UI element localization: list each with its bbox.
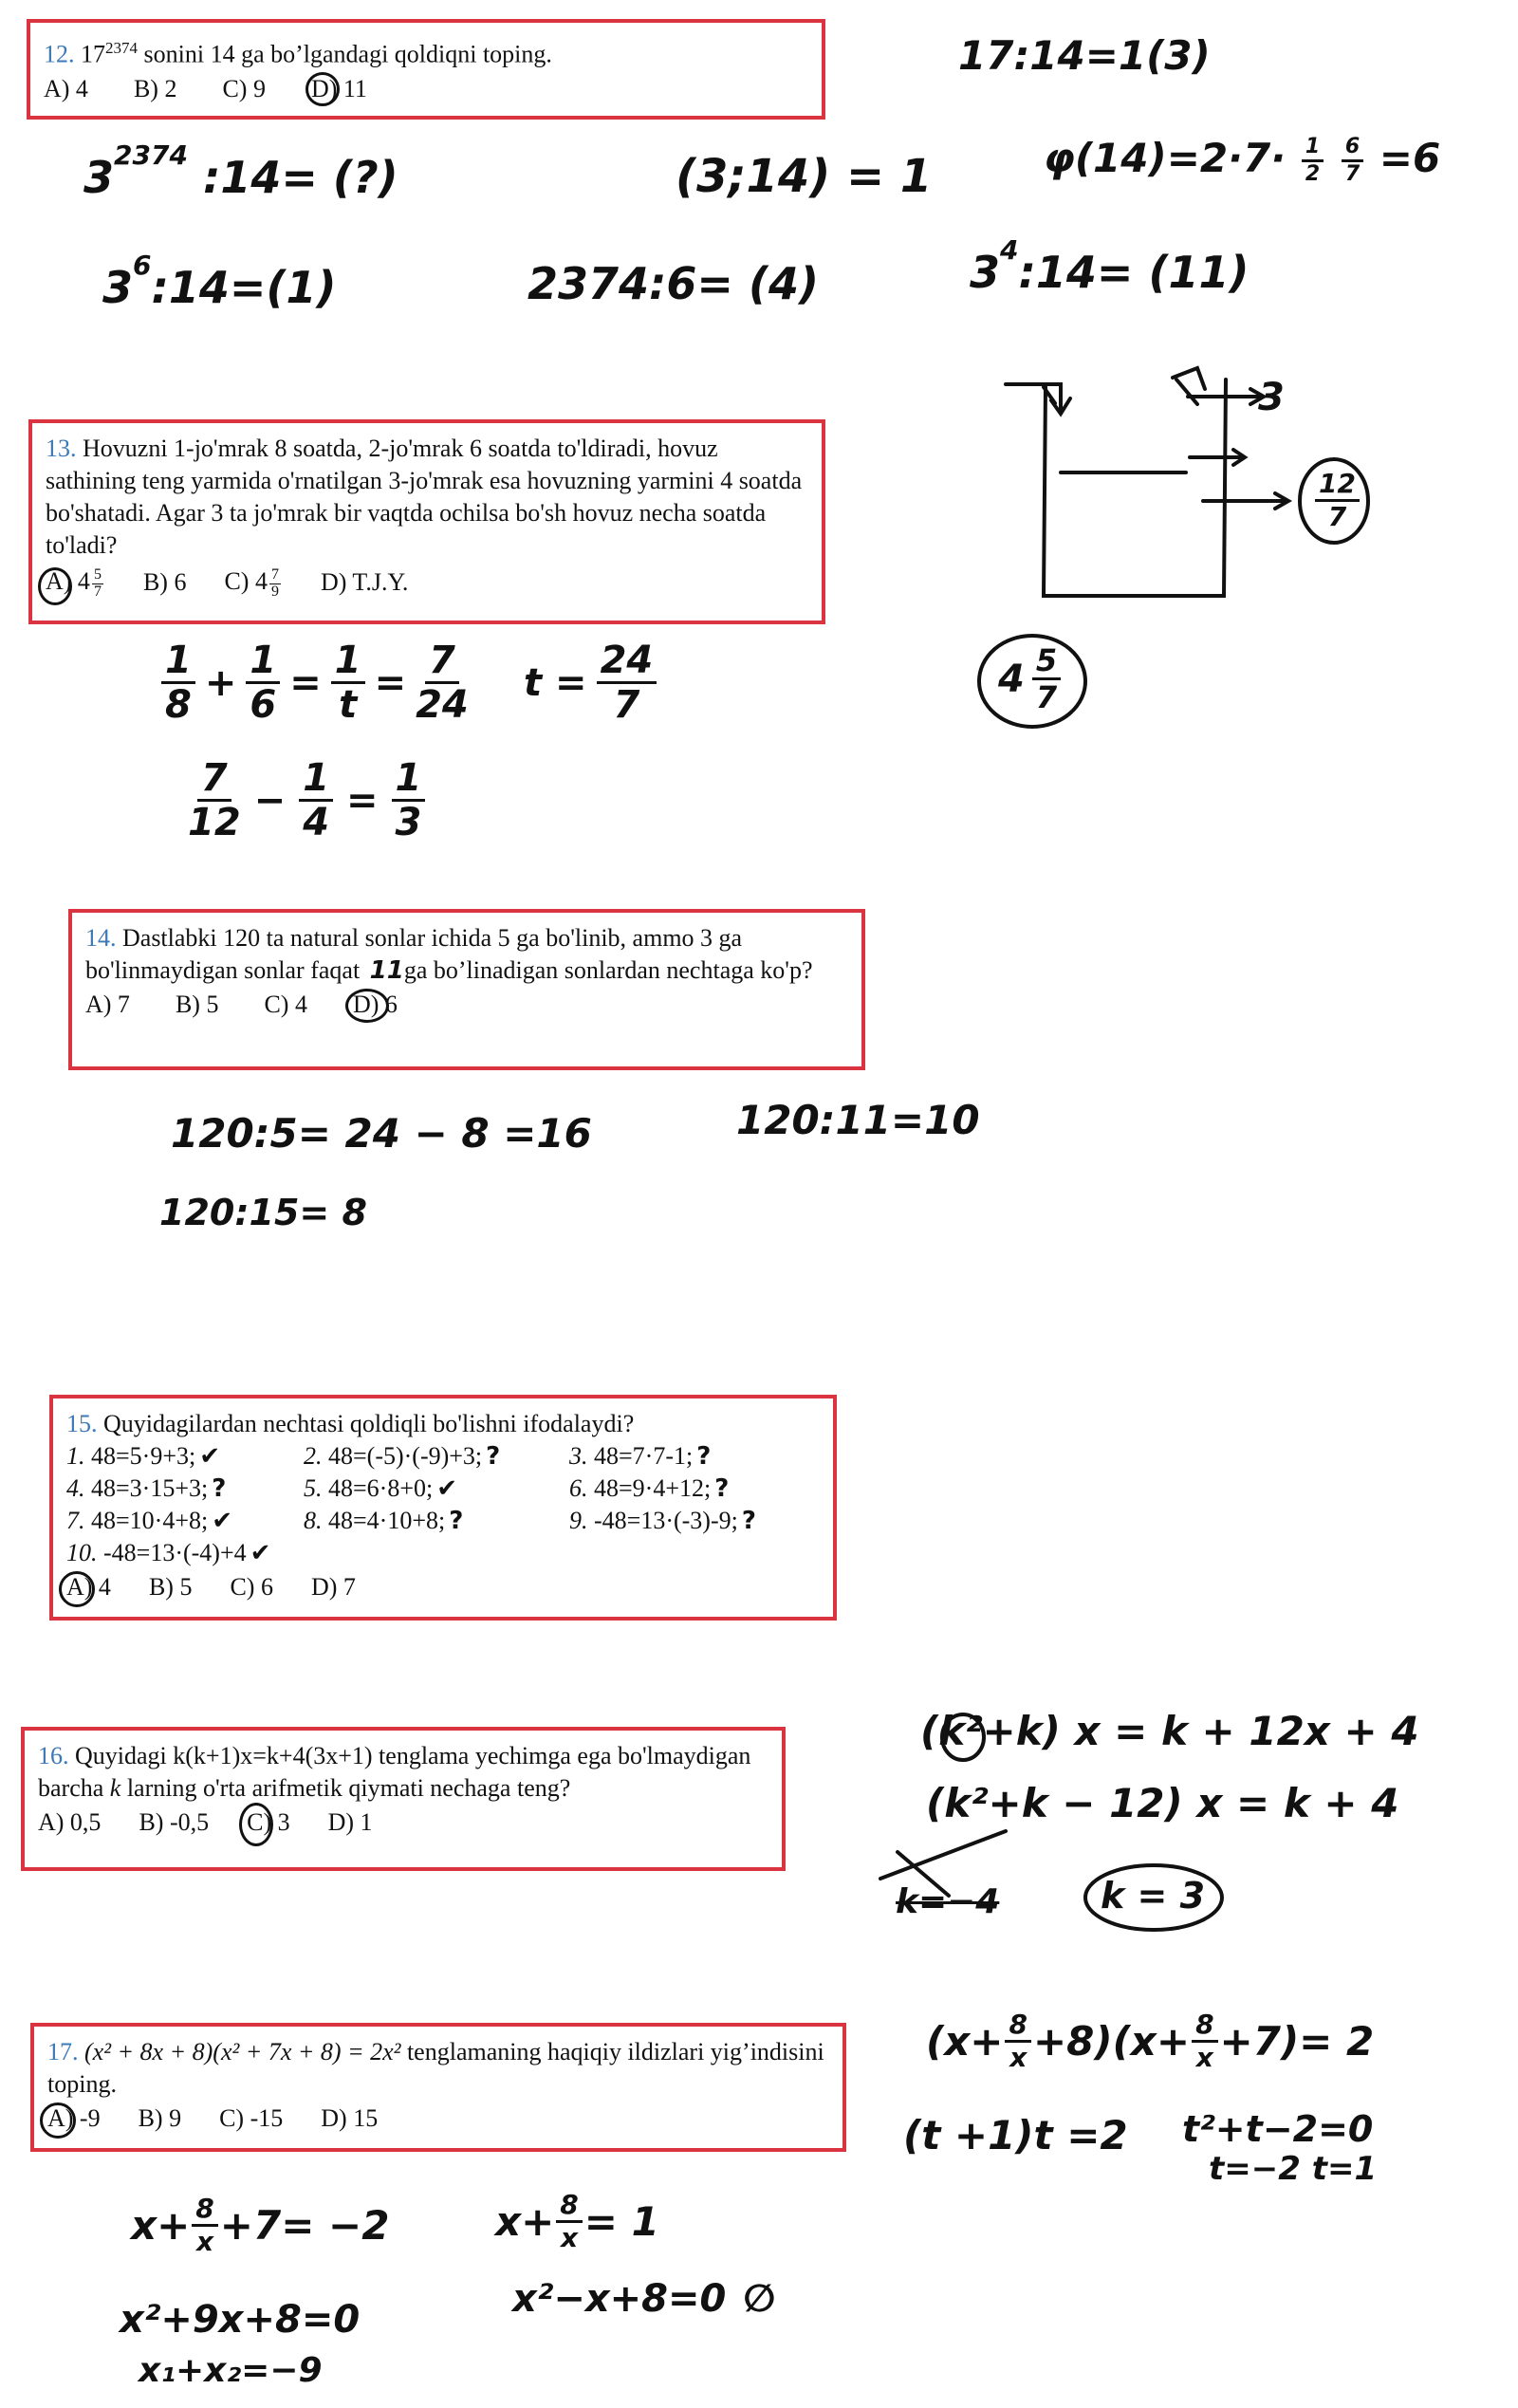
frac-7-12: $\frac{7}{12}$ [188,756,241,844]
question-17-text [47,2036,829,2101]
frac-7-24: $\frac{7}{24}$ [416,639,469,727]
question-statement-b: ga bo’linadigan sonlardan nechtaga ko'p? [403,956,813,984]
hw13-difference: $\frac{7}{12}$ − $\frac{1}{4}$ = $\frac{1}{3}$ [186,759,427,842]
question-number: 14. [85,924,117,952]
question-statement: Quyidagilardan nechtasi qoldiqli bo'lishni ifodalaydi? [97,1410,635,1437]
option-b[interactable]: B) 2 [133,74,177,102]
hw17-case-2: x+ $\frac{8}{x}$ = 1 [495,2189,659,2253]
question-16-box [21,1727,786,1871]
frac-1-4: $\frac{1}{4}$ [299,759,333,842]
rest: :14= (?) [187,152,398,203]
hw17-quadratic-1: x²+9x+8=0 [120,2298,361,2342]
expression-list [66,1440,820,1569]
option-d[interactable]: D) 7 [310,1573,356,1601]
option-a[interactable]: A) 4 [44,74,88,102]
options-row [66,1571,820,1603]
list-item: 10. -48=13·(-4)+4 ✔ [66,1539,271,1567]
question-15-text [66,1408,820,1440]
option-c[interactable]: C) 9 [222,74,266,102]
question-16-text [38,1740,768,1805]
list-item: 8. 48=4·10+8; ? [304,1507,464,1535]
question-statement: tenglamaning haqiqiy ildizlari yig’indisini toping. [47,2038,824,2098]
option-c[interactable]: C) 4 $\frac{7}{9}$ [224,566,279,601]
equation: (x² + 8x + 8)(x² + 7x + 8) = 2x² [78,2038,401,2065]
expression-base: 17 [81,40,105,68]
phi-frac-2: $\frac{6}{7}$ [1342,137,1363,185]
option-a[interactable]: A) 0,5 [38,1808,102,1836]
option-b[interactable]: B) 9 [138,2104,182,2132]
option-c[interactable]: C) -15 [219,2104,284,2132]
list-item: 7. 48=10·4+8; ✔ [66,1507,233,1535]
question-17-box [30,2023,846,2152]
hw14-multiples-of-5: 120:5= 24 − 8 =16 [171,1110,592,1157]
list-item: 9. -48=13·(-3)-9; ? [569,1507,756,1535]
hw13-answer: 4 $\frac{5}{7}$ [998,645,1063,713]
list-item: 6. 48=9·4+12; ? [569,1474,730,1503]
option-a-fraction: $\frac{5}{7}$ [93,566,102,601]
options-row [85,989,848,1021]
hw14-multiples-of-11: 120:11=10 [736,1097,980,1143]
hw17-case-1: x+ $\frac{8}{x}$ +7= −2 [131,2193,390,2257]
list-item: 2. 48=(-5)·(-9)+3; ? [304,1442,501,1471]
pool-walls [1044,380,1226,596]
list-item: 5. 48=6·8+0; ✔ [304,1474,458,1503]
hw12-gcd: (3;14) = 1 [676,150,933,203]
phi-frac-1: $\frac{1}{2}$ [1302,137,1324,185]
hw14-multiples-of-15: 120:15= 8 [159,1192,367,1233]
option-d[interactable]: D) T.J.Y. [320,568,409,597]
diagram-label-3: 3 [1258,376,1285,419]
hw12-exponent-mod: 2374:6= (4) [528,258,820,309]
phi-right: =6 [1379,135,1441,181]
option-b[interactable]: B) 6 [142,568,187,597]
phi-left: φ(14)=2·7· [1044,135,1287,181]
question-number: 17. [47,2038,79,2065]
hw17-quadratic-2: x²−x+8=0 ∅ [512,2277,776,2321]
exponent: 2374 [114,139,188,171]
option-d[interactable]: D) 1 [327,1808,373,1836]
hw12-cycle: $3^6:14=(1)$ [102,249,337,313]
hw13-rate-equation: $\frac{1}{8}$ + $\frac{1}{6}$ = $\frac{1}{t}$ = $\frac{7}{24}$ [159,641,471,724]
list-item: 4. 48=3·15+3; ? [66,1474,227,1503]
option-a[interactable]: A) 7 [85,991,130,1018]
option-a[interactable]: A) 4 $\frac{5}{7}$ [46,565,105,600]
option-c[interactable]: C) 4 [264,991,307,1018]
expression-exponent: 2374 [105,39,138,57]
hw17-t-roots: t=−2 t=1 [1209,2150,1378,2188]
variable-k: k [109,1774,121,1802]
frac-1-t: $\frac{1}{t}$ [331,641,365,724]
hw16-crossed-value: k=−4 [896,1882,1000,1921]
hw17-root-sum: x₁+x₂=−9 [139,2351,323,2390]
option-b[interactable]: B) 5 [175,991,219,1018]
list-item: 1. 48=5·9+3; ✔ [66,1442,221,1471]
question-statement-a: Quyidagi k(k+1)x=k+4(3x+1) tenglama yechimga ega bo'lmaydigan barcha [38,1742,751,1802]
option-a[interactable]: A) 4 [66,1571,111,1603]
frac-1-3: $\frac{1}{3}$ [392,759,426,842]
question-15-box [49,1395,837,1621]
option-c[interactable]: C) 3 [247,1806,290,1839]
hw16-expand: (k²+k) x = k + 12x + 4 [920,1708,1419,1754]
question-statement: Hovuzni 1-jo'mrak 8 soatda, 2-jo'mrak 6 soatda to'ldiradi, hovuz sathining teng yarmida o'rnatilgan 3-jo'mrak esa hovuzning yarmini 4 soatda bo'shatadi. Agar 3 ta jo'mrak bir vaqtda ochilsa bo'sh hovuz necha soatda to'ladi? [46,435,803,559]
option-b[interactable]: B) 5 [148,1573,193,1601]
option-c-fraction: $\frac{7}{9}$ [270,566,279,601]
option-d-label: D) 11 [310,74,367,102]
hw17-t-equation: (t +1)t =2 [903,2112,1128,2158]
frac-24-7: $\frac{24}{7}$ [597,641,657,724]
options-row [38,1806,768,1839]
frac-1-6: $\frac{1}{6}$ [246,641,280,724]
base: 3 [83,152,115,203]
question-statement-b: larning o'rta arifmetik qiymati nechaga teng? [120,1774,571,1802]
question-number: 16. [38,1742,69,1769]
question-statement-a: Dastlabki 120 ta natural sonlar ichida 5 ga bo'linib, ammo 3 ga bo'linmaydigan sonlar faqat [85,924,743,984]
hw12-result: $3^4:14= (11)$ [970,233,1250,298]
option-d[interactable]: D) 6 [353,989,398,1021]
handwritten-overwrite: 11 [369,956,404,985]
frac-1-8: $\frac{1}{8}$ [161,641,195,724]
hw16-collect: (k²+k − 12) x = k + 4 [926,1780,1399,1826]
question-number: 13. [46,435,77,462]
question-number: 15. [66,1410,98,1437]
question-14-box [68,909,865,1070]
option-c[interactable]: C) 6 [230,1573,273,1601]
option-d[interactable]: D) 15 [321,2104,379,2132]
list-item: 3. 48=7·7-1; ? [569,1442,712,1471]
options-row [47,2102,829,2135]
hw16-answer: k = 3 [1101,1875,1206,1917]
option-b[interactable]: B) -0,5 [139,1808,210,1836]
diagram-fraction: $\frac{12}{7}$ [1313,471,1361,530]
question-number: 12. [44,40,75,68]
question-14-text [85,922,848,987]
option-a[interactable]: A) -9 [47,2102,101,2135]
hw17-substitution: (x+ $\frac{8}{x}$ +8)(x+ $\frac{8}{x}$ +7)= 2 [926,2009,1375,2073]
no-solution-mark: ∅ [743,2277,776,2321]
hw13-t-value: t = $\frac{24}{7}$ [524,641,658,724]
question-statement: sonini 14 ga bo’lgandagi qoldiqni toping. [138,40,552,68]
hw12-remainder: 17:14=1(3) [958,32,1211,79]
hw17-quadratic-t: t²+t−2=0 [1182,2108,1374,2150]
